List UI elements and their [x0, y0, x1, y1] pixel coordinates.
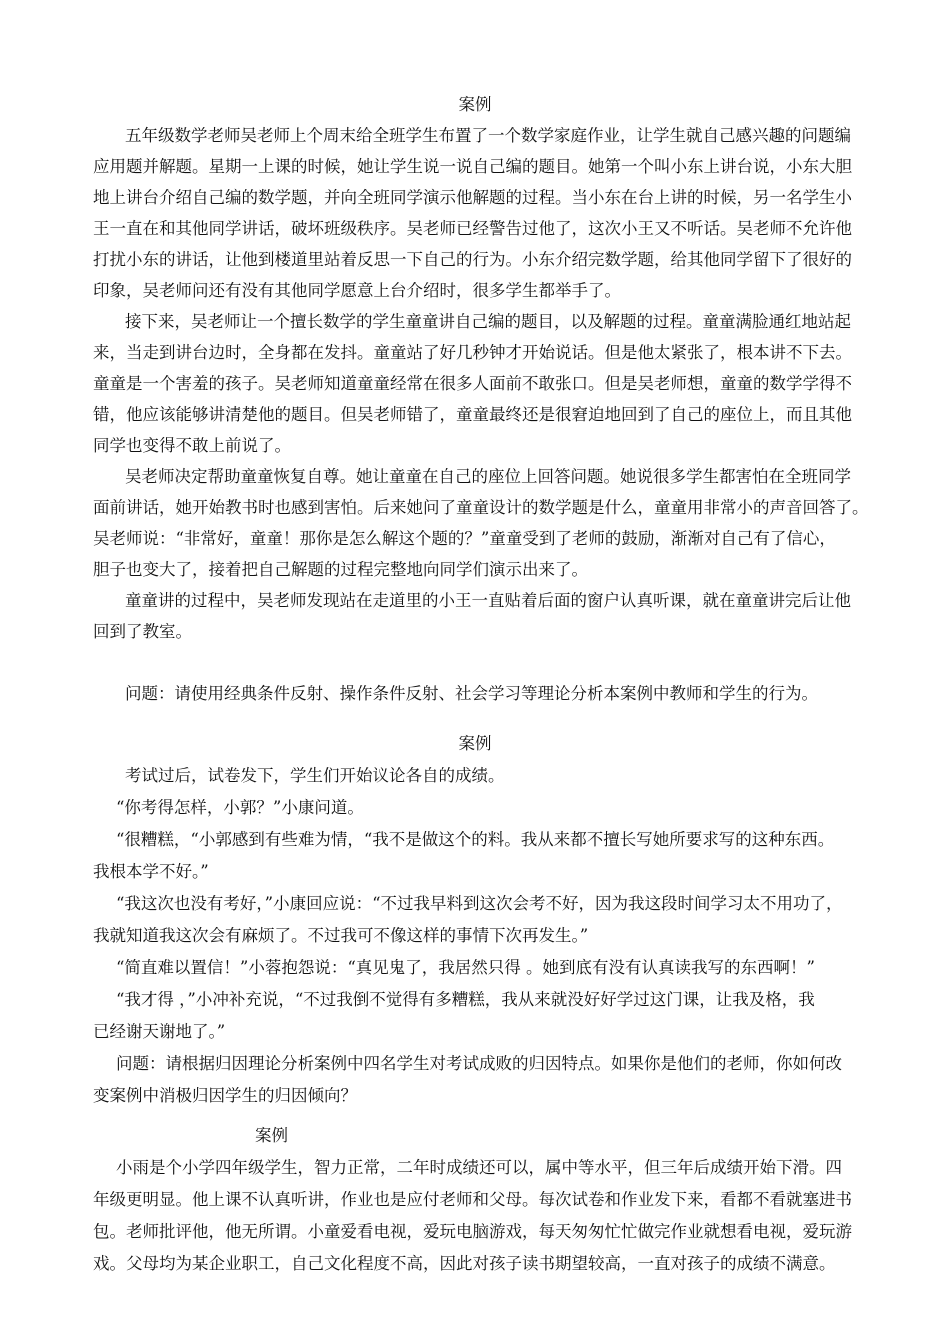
case-1-line: 回到了教室。 — [93, 622, 192, 641]
case-1-line: 应用题并解题。星期一上课的时候，她让学生说一说自己编的题目。她第一个叫小东上讲台说，小东大胆 — [93, 157, 852, 176]
case-2-question: 变案例中消极归因学生的归因倾向？ — [93, 1086, 357, 1105]
case-2-line: “我这次也没有考好，”小康回应说：“不过我早料到这次会考不好，因为我这段时间学习太不用功了， — [116, 894, 843, 913]
case-1-line: 接下来，吴老师让一个擅长数学的学生童童讲自己编的题目，以及解题的过程。童童满脸通红地站起 — [125, 312, 851, 331]
case-1-question: 问题：请使用经典条件反射、操作条件反射、社会学习等理论分析本案例中教师和学生的行为。 — [125, 684, 818, 703]
case-1-title: 案例 — [458, 95, 492, 114]
case-3-line: 年级更明显。他上课不认真听讲，作业也是应付老师和父母。每次试卷和作业发下来，看都不看就塞进书 — [93, 1190, 852, 1209]
case-1-line: 地上讲台介绍自己编的数学题，并向全班同学演示他解题的过程。当小东在台上讲的时候，另一名学生小 — [93, 188, 852, 207]
case-1-line: 童童是一个害羞的孩子。吴老师知道童童经常在很多人面前不敢张口。但是吴老师想，童童的数学学得不 — [93, 374, 852, 393]
case-1-line: 面前讲话，她开始教书时也感到害怕。后来她问了童童设计的数学题是什么，童童用非常小的声音回答了。 — [93, 498, 869, 517]
case-3-line: 包。老师批评他，他无所谓。小童爱看电视，爱玩电脑游戏，每天匆匆忙忙做完作业就想看电视，爱玩游 — [93, 1222, 852, 1241]
case-1-line: 错，他应该能够讲清楚他的题目。但吴老师错了，童童最终还是很窘迫地回到了自己的座位上，而且其他 — [93, 405, 852, 424]
case-3-line: 戏。父母均为某企业职工，自己文化程度不高，因此对孩子读书期望较高，一直对孩子的成绩不满意。 — [93, 1254, 836, 1273]
case-2-line: “简直难以置信！”小蓉抱怨说：“真见鬼了，我居然只得 。她到底有没有认真读我写的东西啊！” — [116, 958, 815, 977]
case-1-line: 胆子也变大了，接着把自己解题的过程完整地向同学们演示出来了。 — [93, 560, 588, 579]
case-1-line: 吴老师说：“非常好，童童！那你是怎么解这个题的？”童童受到了老师的鼓励，渐渐对自己有了信心， — [93, 529, 836, 548]
case-3-line: 小雨是个小学四年级学生，智力正常，二年时成绩还可以，属中等水平，但三年后成绩开始下滑。四 — [116, 1158, 842, 1177]
case-2-line: “我才得 ，”小冲补充说，“不过我倒不觉得有多糟糕，我从来就没好好学过这门课，让我及格，我 — [116, 990, 815, 1009]
case-2-line: “很糟糕，“小郭感到有些难为情，“我不是做这个的料。我从来都不擅长写她所要求写的这种东西。 — [116, 830, 835, 849]
case-2-line: 我根本学不好。” — [93, 862, 209, 881]
case-1-line: 来，当走到讲台边时，全身都在发抖。童童站了好几秒钟才开始说话。但是他太紧张了，根本讲不下去。 — [93, 343, 852, 362]
case-2-title: 案例 — [458, 734, 492, 753]
case-2-line: 我就知道我这次会有麻烦了。不过我可不像这样的事情下次再发生。” — [93, 926, 589, 945]
case-1-line: 印象，吴老师问还有没有其他同学愿意上台介绍时，很多学生都举手了。 — [93, 281, 621, 300]
case-2-line: 已经谢天谢地了。” — [93, 1022, 226, 1041]
case-2-question: 问题：请根据归因理论分析案例中四名学生对考试成败的归因特点。如果你是他们的老师，你如何改 — [116, 1054, 842, 1073]
case-1-line: 吴老师决定帮助童童恢复自尊。她让童童在自己的座位上回答问题。她说很多学生都害怕在全班同学 — [125, 467, 851, 486]
case-1-line: 童童讲的过程中，吴老师发现站在走道里的小王一直贴着后面的窗户认真听课，就在童童讲完后让他 — [125, 591, 851, 610]
case-2-line: 考试过后，试卷发下，学生们开始议论各自的成绩。 — [125, 766, 505, 785]
case-3-title: 案例 — [255, 1126, 288, 1145]
case-1-line: 同学也变得不敢上前说了。 — [93, 436, 291, 455]
case-1-line: 五年级数学老师吴老师上个周末给全班学生布置了一个数学家庭作业，让学生就自己感兴趣的问题编 — [125, 126, 851, 145]
case-2-line: “你考得怎样，小郭？”小康问道。 — [116, 798, 364, 817]
case-1-line: 打扰小东的讲话，让他到楼道里站着反思一下自己的行为。小东介绍完数学题，给其他同学留下了很好的 — [93, 250, 852, 269]
case-1-line: 王一直在和其他同学讲话，破坏班级秩序。吴老师已经警告过他了，这次小王又不听话。吴老师不允许他 — [93, 219, 852, 238]
